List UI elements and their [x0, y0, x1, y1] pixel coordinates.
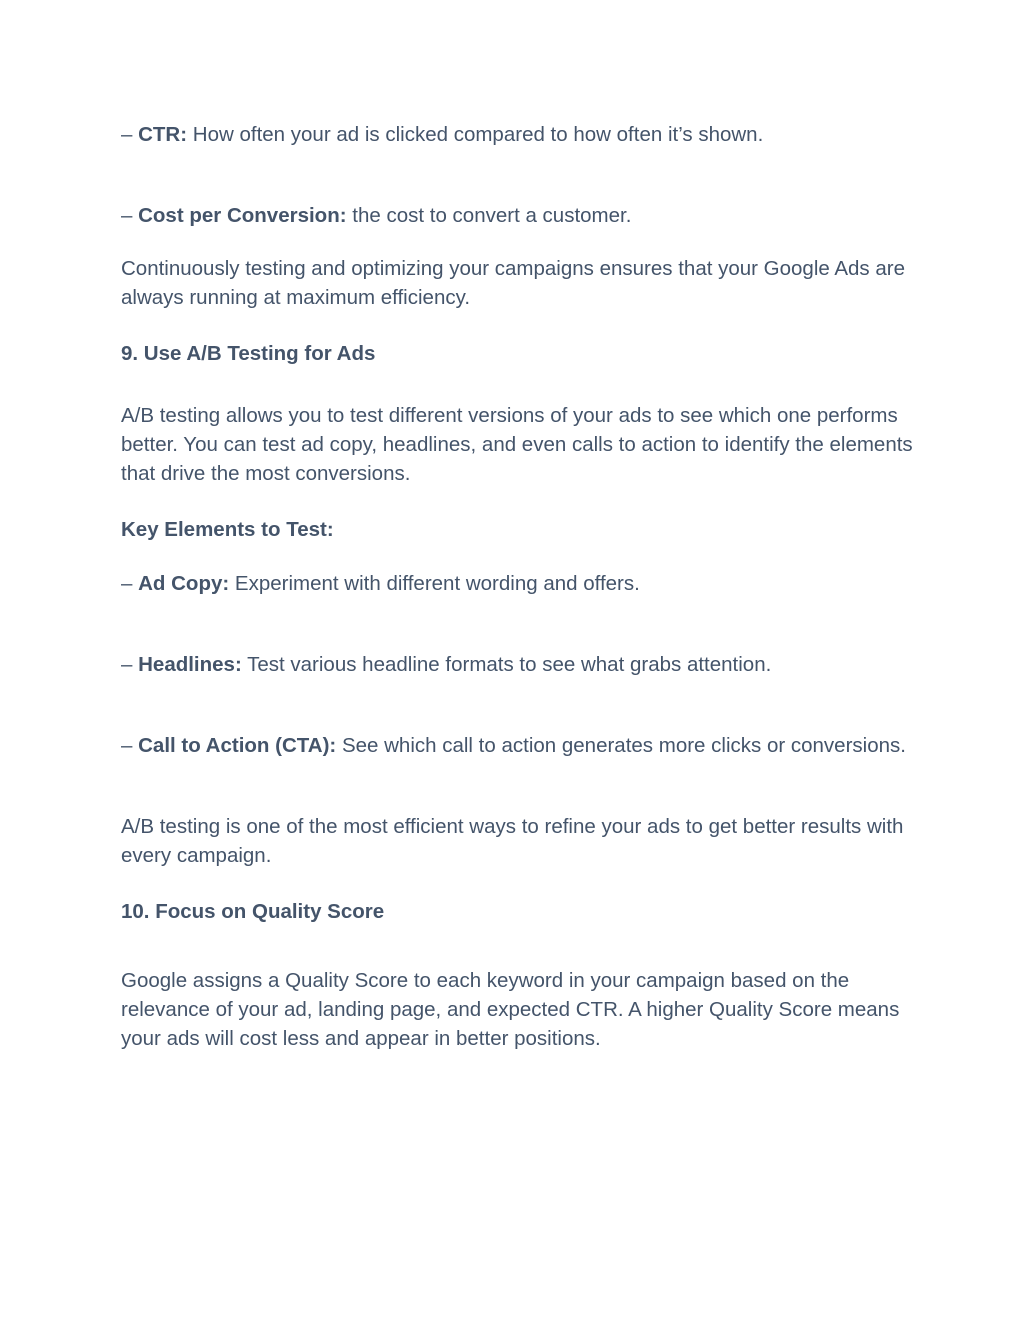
bullet-headlines — [121, 650, 921, 679]
bullet-text: Experiment with different wording and offers. — [234, 572, 640, 595]
bullet-term: Call to Action (CTA): — [138, 734, 337, 757]
paragraph-optimizing: Continuously testing and optimizing your campaigns ensures that your Google Ads are always running at maximum efficiency. — [121, 257, 906, 309]
paragraph-quality-score: Google assigns a Quality Score to each keyword in your campaign based on the relevance of your ad, landing page, and expected CTR. A higher Quality Score means your ads will cost less and appear in better positions. — [121, 969, 900, 1050]
bullet-cost-per-conversion — [121, 201, 921, 230]
bullet-text: Test various headline formats to see what grabs attention. — [247, 653, 772, 676]
bullet-term: CTR: — [138, 123, 188, 146]
bullet-call-to-action — [121, 731, 921, 760]
bullet-text: How often your ad is clicked compared to how often it’s shown. — [192, 123, 764, 146]
section-heading-quality-score: 10. Focus on Quality Score — [121, 900, 385, 923]
section-heading-ab-testing: 9. Use A/B Testing for Ads — [121, 342, 376, 365]
bullet-term: Cost per Conversion: — [138, 204, 347, 227]
bullet-term: Ad Copy: — [138, 572, 230, 595]
bullet-dash: – — [121, 204, 133, 227]
bullet-ad-copy — [121, 569, 921, 598]
paragraph-ab-testing-intro: A/B testing allows you to test different versions of your ads to see which one performs better. You can test ad copy, headlines, and even calls to action to identify the elements that drive the most conversions. — [121, 404, 913, 485]
subheading-key-elements: Key Elements to Test: — [121, 518, 334, 541]
bullet-text: the cost to convert a customer. — [352, 204, 632, 227]
bullet-dash: – — [121, 572, 133, 595]
bullet-text: See which call to action generates more clicks or conversions. — [341, 734, 906, 757]
bullet-dash: – — [121, 734, 133, 757]
paragraph-ab-testing-summary: A/B testing is one of the most efficient ways to refine your ads to get better results with every campaign. — [121, 815, 904, 867]
bullet-term: Headlines: — [138, 653, 242, 676]
bullet-ctr — [121, 120, 921, 149]
bullet-dash: – — [121, 653, 133, 676]
bullet-dash: – — [121, 123, 133, 146]
